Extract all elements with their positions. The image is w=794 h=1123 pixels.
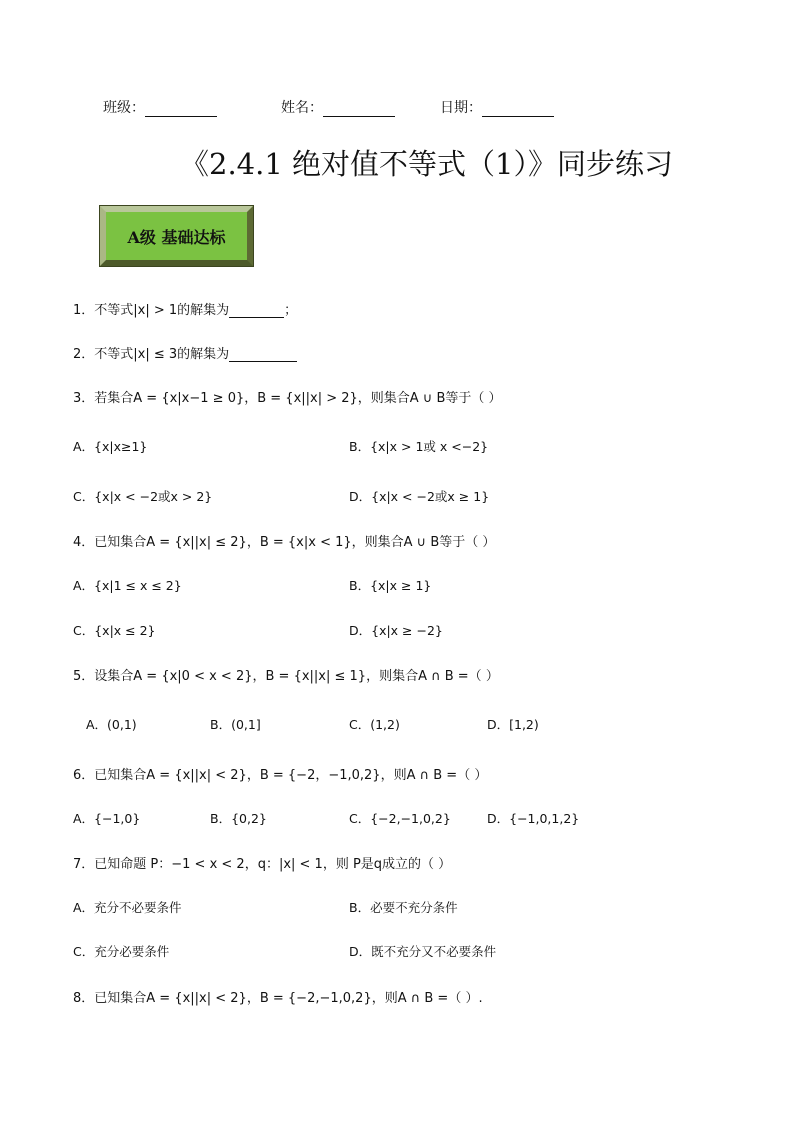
question-text: 已知集合A = {x||x| ≤ 2}，B = {x|x < 1}，则集合A ∪ B等于（ ） (94, 535, 496, 550)
question-7 (73, 853, 451, 872)
option-a[interactable]: A．{x|1 ≤ x ≤ 2} (73, 578, 182, 593)
option-c[interactable]: C．{x|x < −2或x > 2} (73, 489, 213, 504)
date-label: 日期： (440, 100, 482, 116)
date-field (440, 97, 554, 117)
name-field (281, 97, 395, 117)
option-a[interactable]: A．充分不必要条件 (73, 900, 182, 915)
question-number: 4． (73, 535, 95, 550)
option-c[interactable]: C．{x|x ≤ 2} (73, 623, 156, 638)
question-number: 2． (73, 347, 95, 362)
option-d[interactable]: D．{x|x ≥ −2} (349, 623, 443, 638)
class-blank[interactable] (145, 102, 217, 117)
option-a[interactable]: A．(0,1) (86, 717, 137, 732)
question-text: 若集合A = {x|x−1 ≥ 0}，B = {x||x| > 2}，则集合A ∪ B等于（ ） (94, 391, 502, 406)
option-b[interactable]: B．{0,2} (210, 811, 267, 826)
option-b[interactable]: B．必要不充分条件 (349, 900, 458, 915)
option-a[interactable]: A．{x|x≥1} (73, 439, 148, 454)
option-d[interactable]: D．{x|x < −2或x ≥ 1} (349, 489, 490, 504)
option-c[interactable]: C．{−2,−1,0,2} (349, 811, 451, 826)
question-3 (73, 387, 502, 406)
page-title: 《2.4.1 绝对值不等式（1）》同步练习 (180, 147, 673, 181)
question-number: 6． (73, 768, 95, 783)
option-a[interactable]: A．{−1,0} (73, 811, 141, 826)
question-text: 不等式|x| ≤ 3的解集为 (94, 347, 230, 362)
answer-blank[interactable] (229, 348, 297, 362)
question-number: 8． (73, 991, 95, 1006)
question-text: 已知命题 P：−1 < x < 2，q：|x| < 1，则 P是q成立的（ ） (94, 857, 452, 872)
option-d[interactable]: D．既不充分又不必要条件 (349, 944, 497, 959)
question-text: 不等式|x| > 1的解集为 (94, 303, 230, 318)
option-c[interactable]: C．(1,2) (349, 717, 400, 732)
section-badge (100, 206, 253, 266)
option-d[interactable]: D．[1,2) (487, 717, 539, 732)
question-text: 已知集合A = {x||x| < 2}，B = {−2，−1,0,2}，则A ∩ B =（ ） (94, 768, 488, 783)
question-1 (73, 299, 297, 318)
question-number: 5． (73, 669, 95, 684)
question-number: 1． (73, 303, 95, 318)
section-badge-label: A级 基础达标 (127, 227, 226, 247)
question-tail: ； (284, 303, 298, 318)
question-4 (73, 531, 495, 550)
option-b[interactable]: B．{x|x > 1或 x <−2} (349, 439, 489, 454)
question-text: 设集合A = {x|0 < x < 2}，B = {x||x| ≤ 1}，则集合A ∩ B =（ ） (94, 669, 499, 684)
option-d[interactable]: D．{−1,0,1,2} (487, 811, 580, 826)
question-8 (73, 987, 483, 1006)
question-6 (73, 764, 487, 783)
name-label: 姓名： (281, 100, 323, 116)
question-number: 3． (73, 391, 95, 406)
question-2 (73, 343, 297, 362)
question-5 (73, 665, 499, 684)
class-field (103, 97, 217, 117)
name-blank[interactable] (323, 102, 395, 117)
answer-blank[interactable] (229, 304, 284, 318)
date-blank[interactable] (482, 102, 554, 117)
option-c[interactable]: C．充分必要条件 (73, 944, 170, 959)
question-text: 已知集合A = {x||x| < 2}，B = {−2,−1,0,2}，则A ∩ B =（ ）. (94, 991, 483, 1006)
class-label: 班级： (103, 100, 145, 116)
option-b[interactable]: B．(0,1] (210, 717, 261, 732)
question-number: 7． (73, 857, 95, 872)
option-b[interactable]: B．{x|x ≥ 1} (349, 578, 432, 593)
